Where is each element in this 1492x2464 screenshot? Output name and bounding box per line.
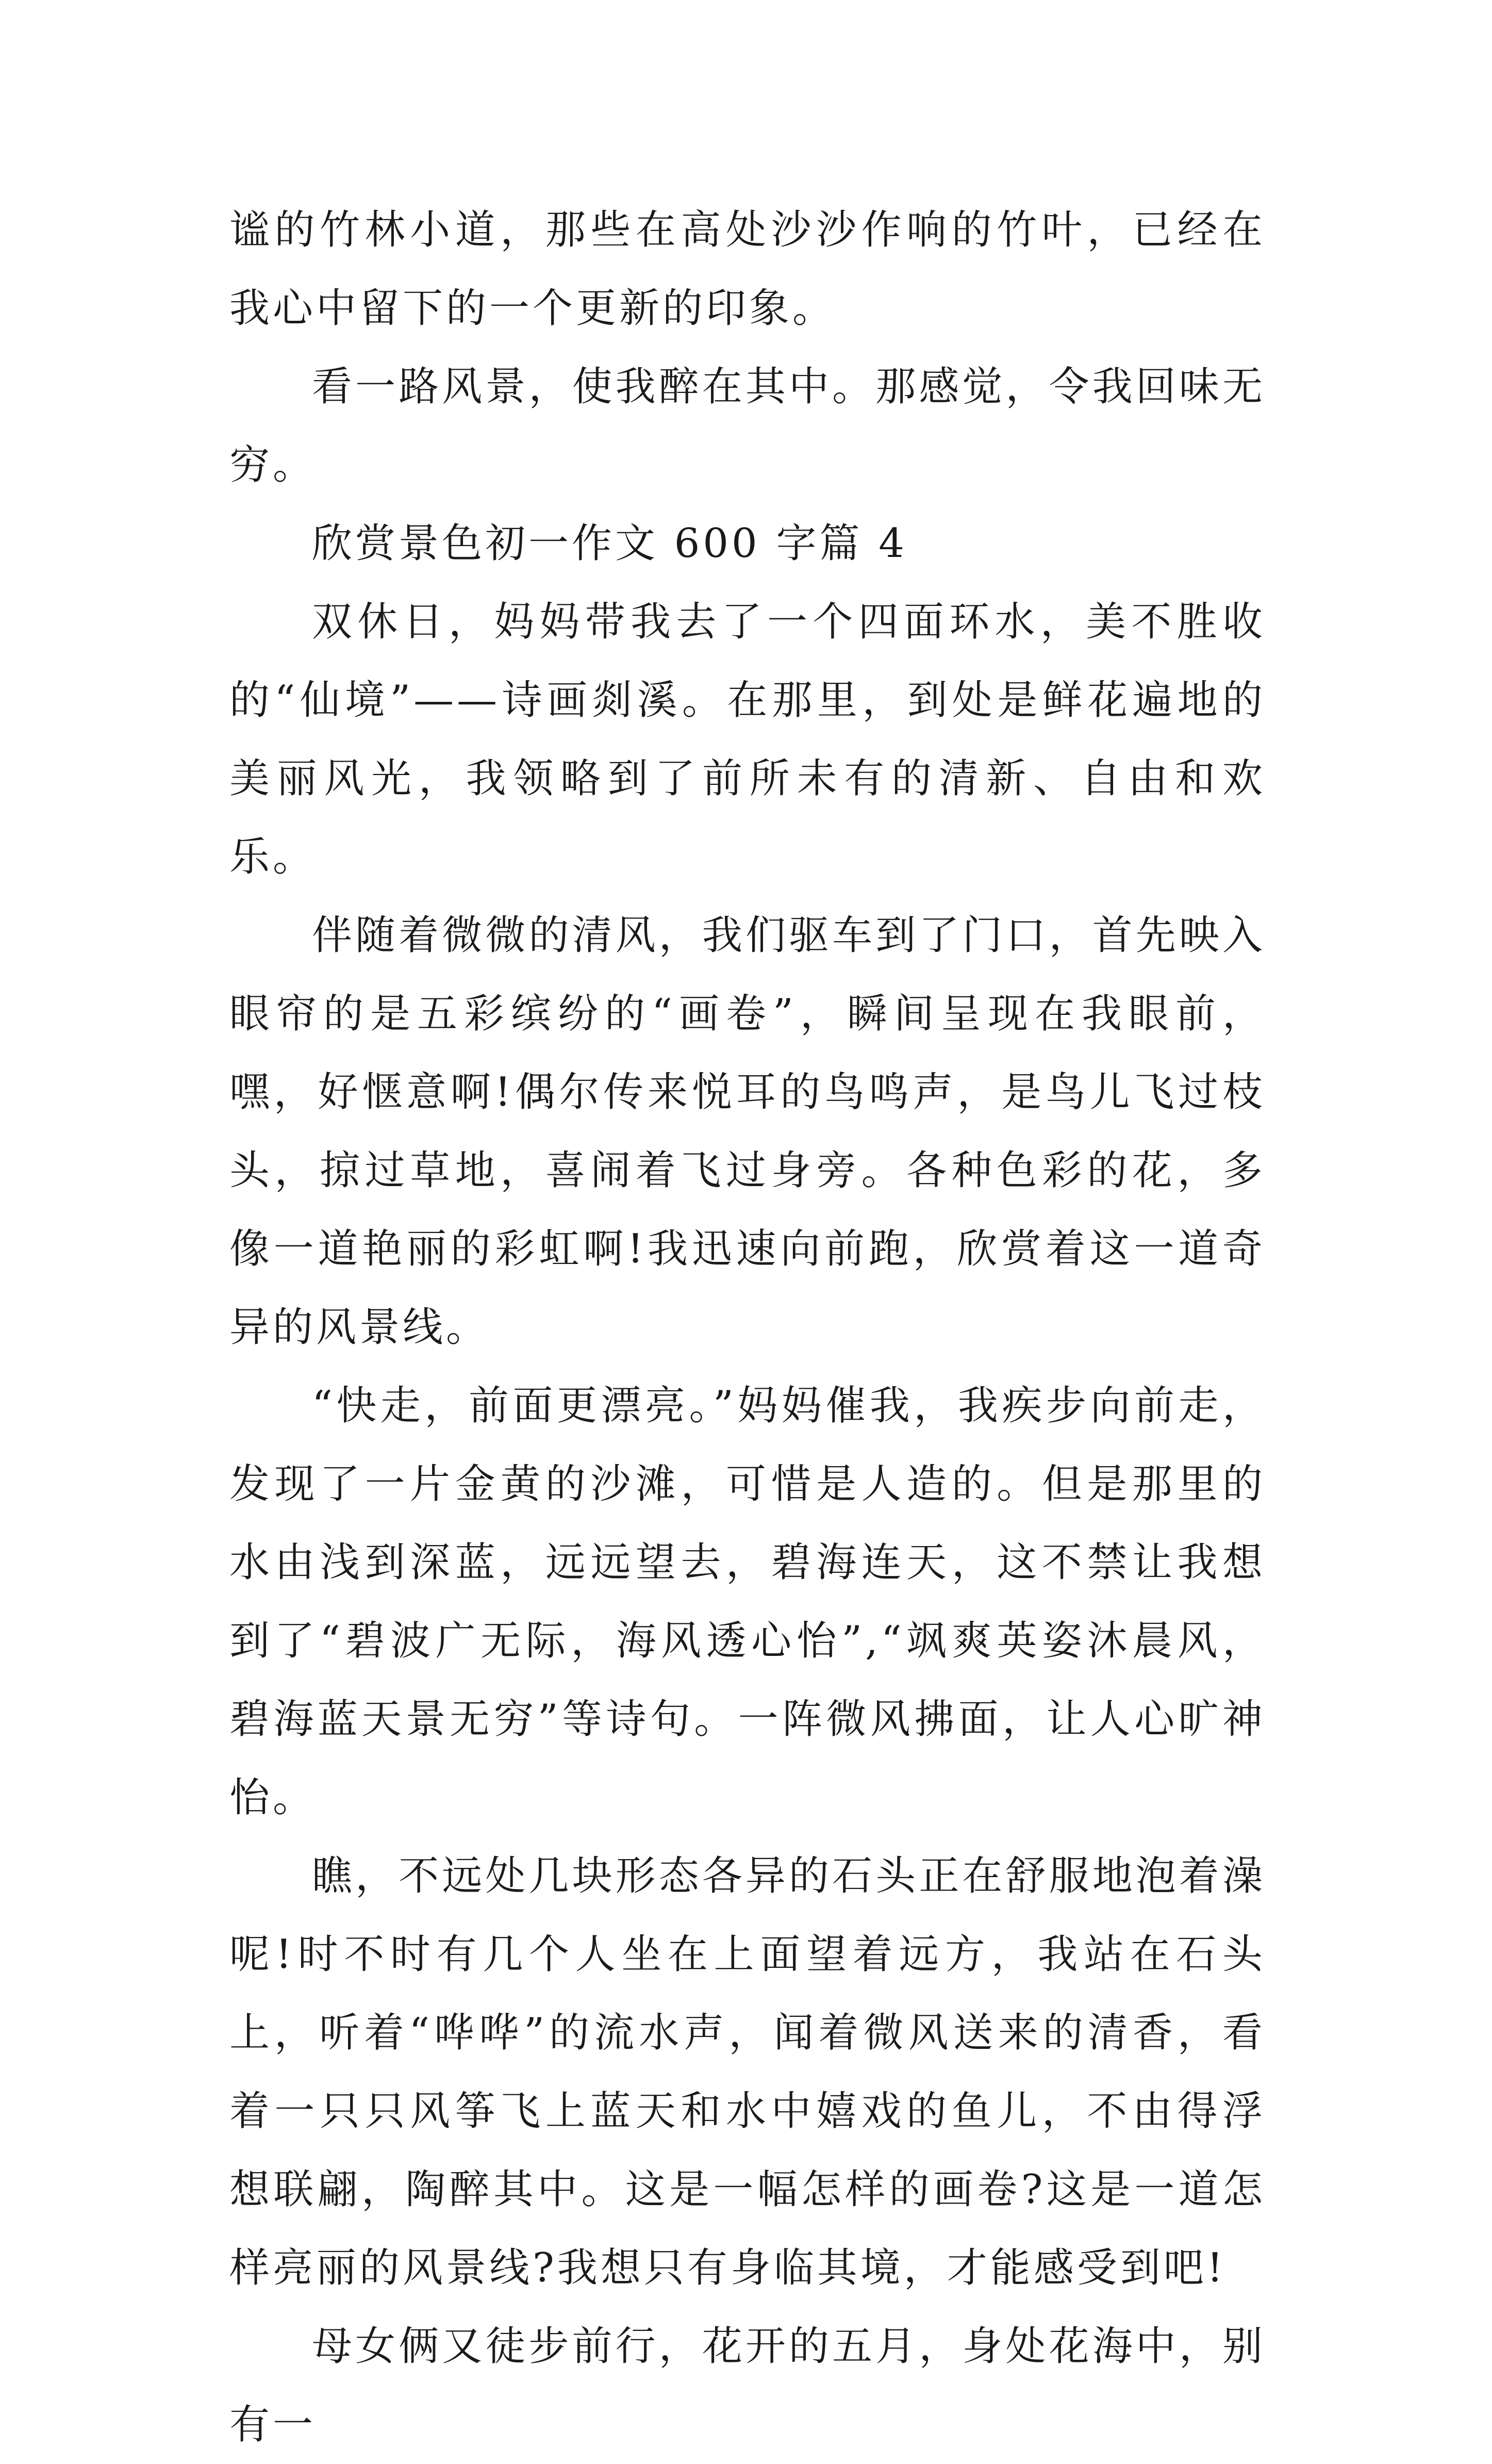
- paragraph-6: 瞧，不远处几块形态各异的石头正在舒服地泡着澡呢!时不时有几个人坐在上面望着远方，我站在石头上，听着“哗哗”的流水声，闻着微风送来的清香，看着一只只风筝飞上蓝天和水中嬉戏的鱼儿，不由得浮想联翩，陶醉其中。这是一幅怎样的画卷?这是一道怎样亮丽的风景线?我想只有身临其境，才能感受到吧!: [229, 1853, 1266, 2291]
- paragraph-4: 伴随着微微的清风，我们驱车到了门口，首先映入眼帘的是五彩缤纷的“画卷”，瞬间呈现在我眼前，嘿，好惬意啊!偶尔传来悦耳的鸟鸣声，是鸟儿飞过枝头，掠过草地，喜闹着飞过身旁。各种色彩的花，多像一道艳丽的彩虹啊!我迅速向前跑，欣赏着这一道奇异的风景线。: [229, 912, 1266, 1351]
- paragraph-2: 看一路风景，使我醉在其中。那感觉，令我回味无穷。: [229, 364, 1266, 488]
- paragraph-7: 母女俩又徒步前行，花开的五月，身处花海中，别有一: [229, 2323, 1266, 2448]
- paragraph-1: 谧的竹林小道，那些在高处沙沙作响的竹叶，已经在我心中留下的一个更新的印象。: [229, 207, 1266, 332]
- paragraph-3: 双休日，妈妈带我去了一个四面环水，美不胜收的“仙境”——诗画剡溪。在那里，到处是鲜花遍地的美丽风光，我领略到了前所未有的清新、自由和欢乐。: [229, 599, 1266, 880]
- paragraph-5: “快走，前面更漂亮。”妈妈催我，我疾步向前走，发现了一片金黄的沙滩，可惜是人造的。但是那里的水由浅到深蓝，远远望去，碧海连天，这不禁让我想到了“碧波广无际，海风透心怡”,“飒爽英姿沐晨风，碧海蓝天景无穷”等诗句。一阵微风拂面，让人心旷神怡。: [229, 1383, 1266, 1821]
- essay-body: [229, 191, 1266, 2464]
- essay-title: 欣赏景色初一作文 600 字篇 4: [312, 520, 907, 567]
